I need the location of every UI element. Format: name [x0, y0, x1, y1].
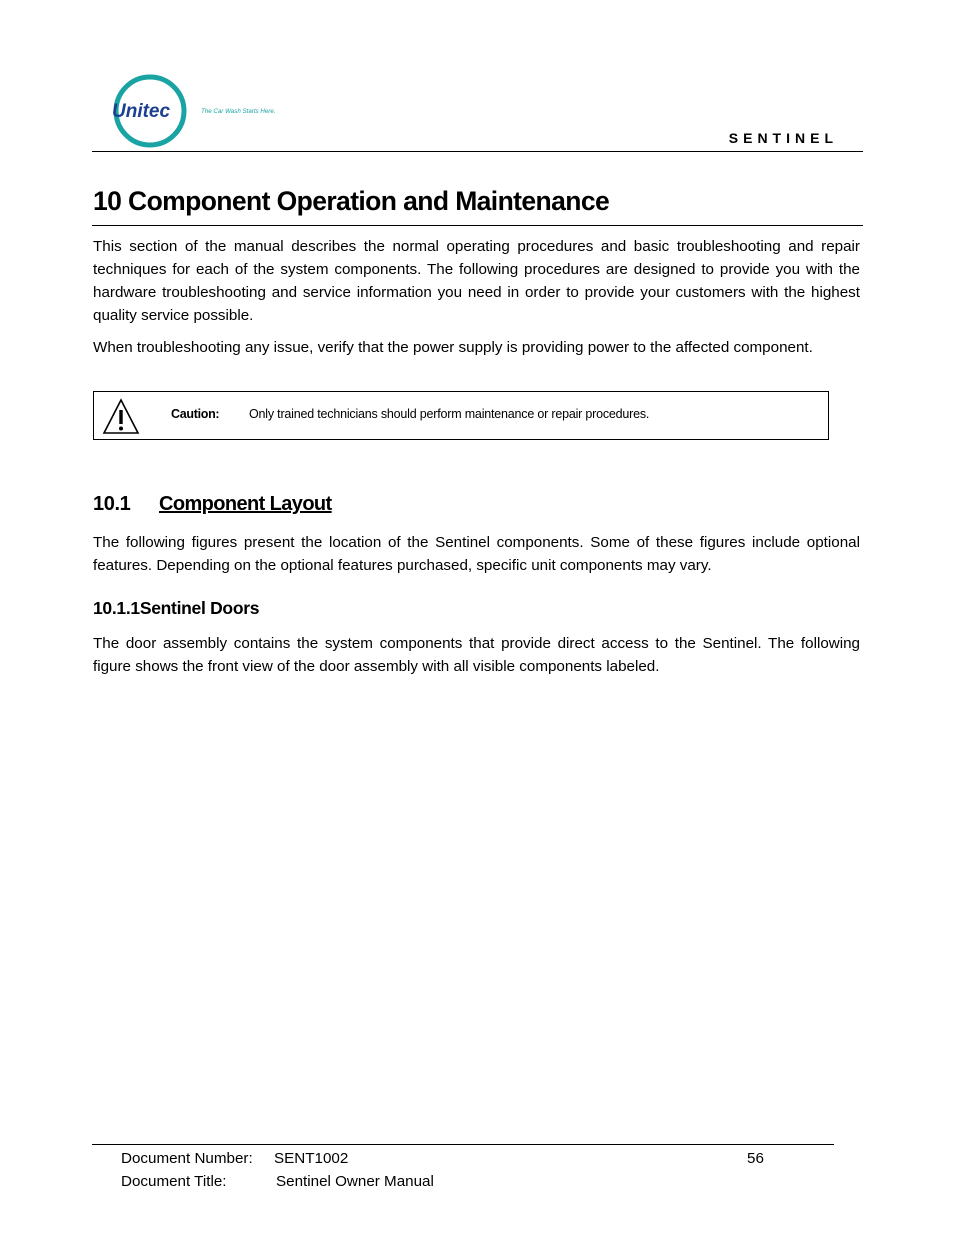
- caution-label: Caution:: [171, 407, 220, 421]
- logo-wordmark: Unitec: [112, 101, 171, 122]
- header-divider: [92, 151, 863, 152]
- title-divider: [92, 225, 863, 226]
- troubleshooting-paragraph: When troubleshooting any issue, verify that the power supply is providing power to the affected component.: [93, 339, 813, 356]
- section-title: 10 Component Operation and Maintenance: [93, 186, 610, 216]
- header-brand: SENTINEL: [728, 130, 838, 146]
- doors-paragraph: The door assembly contains the system components that provide direct access to the Sentinel. The following figure shows the front view of the door assembly with all visible components labeled.: [93, 635, 860, 675]
- caution-text: Only trained technicians should perform maintenance or repair procedures.: [249, 407, 650, 421]
- subsection-number: 10.1: [93, 493, 131, 515]
- unitec-logo: [108, 74, 308, 150]
- layout-paragraph: The following figures present the location of the Sentinel components. Some of these figures include optional features. Depending on the optional features purchased, specific unit components may vary.: [93, 534, 860, 574]
- doc-title-label: Document Title:: [121, 1173, 227, 1190]
- intro-paragraph: This section of the manual describes the normal operating procedures and basic troubleshooting and repair techniques for each of the system components. The following procedures are designed to provide you with the hardware troubleshooting and service information you need in order to provide your customers with the highest quality service possible.: [93, 238, 860, 324]
- caution-box: [93, 391, 829, 440]
- footer-divider: [92, 1144, 834, 1145]
- warning-triangle-icon: [102, 397, 140, 435]
- subsubsection-title: 10.1.1Sentinel Doors: [93, 598, 260, 618]
- page-number: 56: [747, 1150, 764, 1167]
- logo-tagline: The Car Wash Starts Here.: [201, 108, 276, 115]
- subsection-title-link[interactable]: Component Layout: [159, 493, 332, 515]
- doc-title-value: Sentinel Owner Manual: [276, 1173, 434, 1190]
- doc-number-value: SENT1002: [274, 1150, 349, 1167]
- doc-number-label: Document Number:: [121, 1150, 253, 1167]
